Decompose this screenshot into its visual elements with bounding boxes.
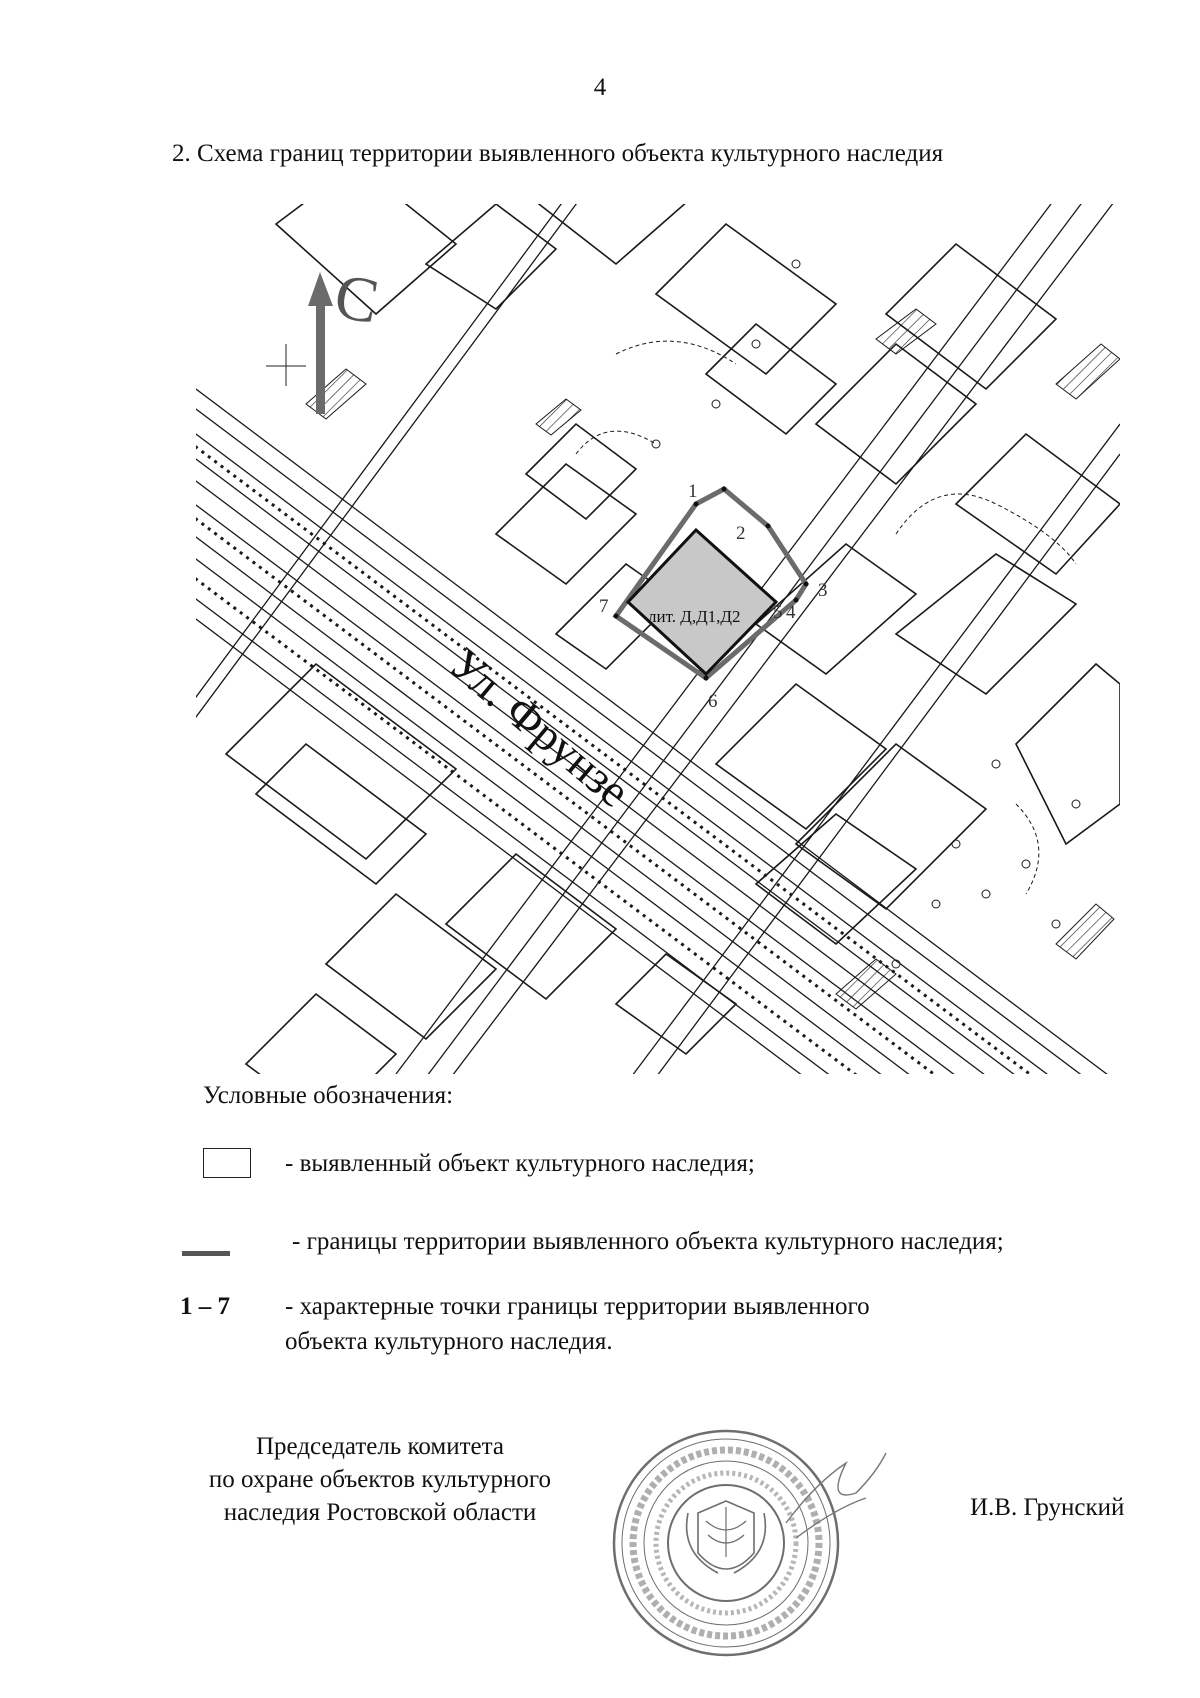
cross-streets (196, 204, 1120, 1074)
building-label: лит. Д,Д1,Д2 (648, 607, 741, 626)
point-label-5: 5 (773, 602, 783, 623)
legend-range-label: 1 – 7 (180, 1293, 230, 1320)
legend-item-points-line1: - характерные точки границы территории выявленного (285, 1293, 870, 1320)
legend-item-boundary: - границы территории выявленного объекта культурного наследия; (292, 1228, 1004, 1255)
point-label-4: 4 (786, 602, 796, 623)
point-label-6: 6 (708, 691, 718, 712)
signer-name: И.В. Грунский (970, 1494, 1125, 1521)
street-dashes (196, 432, 1120, 1074)
point-label-1: 1 (688, 481, 698, 502)
street-label: Ул. Фрунзе (439, 637, 640, 817)
heritage-building (628, 530, 776, 674)
legend-item-heritage-object: - выявленный объект культурного наследия; (285, 1150, 755, 1177)
position-line-2: по охране объектов культурного (208, 1466, 552, 1493)
north-arrow (266, 272, 333, 414)
north-label: С (329, 259, 384, 338)
position-line-1: Председатель комитета (256, 1433, 504, 1460)
page-number: 4 (593, 74, 607, 101)
official-seal (606, 1413, 896, 1673)
signature-position (160, 1430, 600, 1529)
point-label-7: 7 (599, 596, 609, 617)
cadastral-map (196, 204, 1120, 1074)
legend-box-symbol (203, 1148, 251, 1178)
point-label-3: 3 (818, 580, 828, 601)
point-label-2: 2 (736, 523, 746, 544)
page-heading: 2. Схема границ территории выявленного объекта культурного наследия (172, 140, 944, 167)
legend-item-points-line2: объекта культурного наследия. (285, 1328, 613, 1355)
position-line-3: наследия Ростовской области (223, 1499, 537, 1526)
legend-line-symbol (182, 1251, 230, 1256)
legend-title: Условные обозначения: (203, 1082, 454, 1109)
